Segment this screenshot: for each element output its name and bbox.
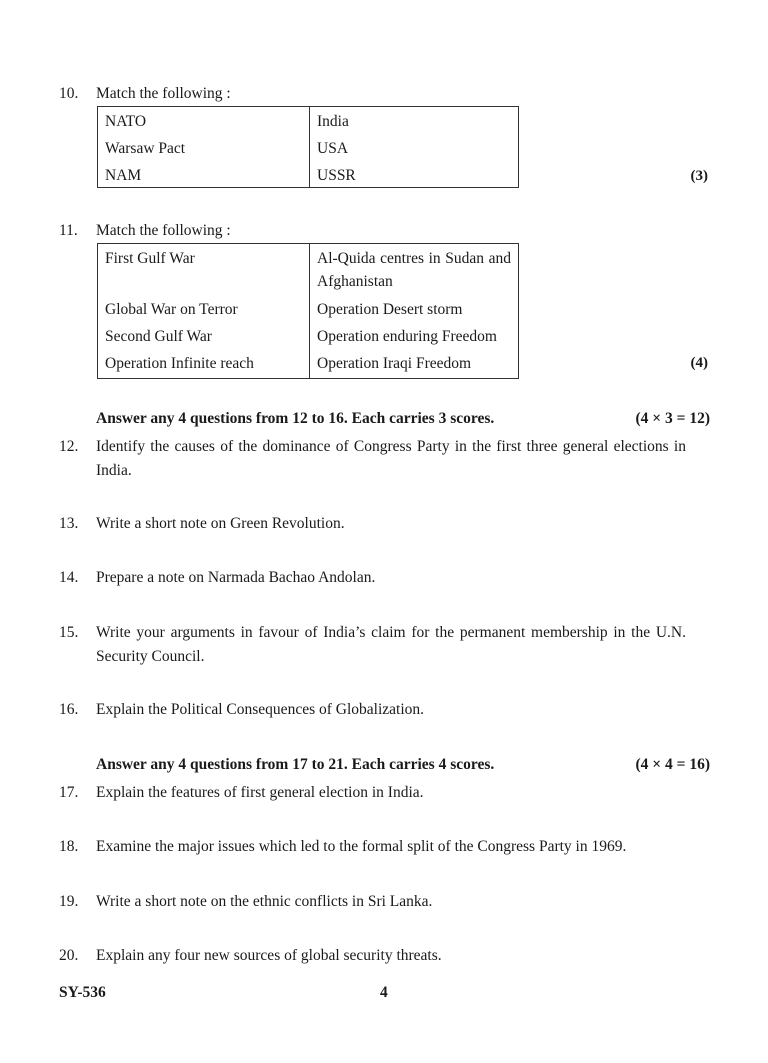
- question-text: Write your arguments in favour of India’s claim for the permanent membership in the U.N. Security Council.: [96, 624, 686, 665]
- match-table-11: [97, 243, 519, 379]
- question-number: 18.: [59, 838, 79, 855]
- question-text: Match the following :: [96, 85, 231, 102]
- question-number: 19.: [59, 893, 79, 910]
- question-text: Prepare a note on Narmada Bachao Andolan.: [96, 569, 376, 586]
- table-row: [98, 161, 519, 188]
- question-number: 16.: [59, 701, 79, 718]
- question-text: Explain the features of first general election in India.: [96, 784, 424, 801]
- question-number: 10.: [59, 85, 79, 102]
- table-row: [98, 244, 519, 294]
- question-text: Examine the major issues which led to the formal split of the Congress Party in 1969.: [96, 838, 627, 855]
- table-cell-right: Al-Quida centres in Sudan and Afghanistan: [317, 250, 511, 290]
- question-number: 12.: [59, 438, 79, 455]
- question-number: 13.: [59, 515, 79, 532]
- question-number: 17.: [59, 784, 79, 801]
- table-cell-left: NAM: [98, 161, 310, 188]
- table-cell-right: India: [317, 113, 349, 130]
- section-scores: (4 × 4 = 16): [635, 756, 710, 773]
- table-row: [98, 348, 519, 379]
- instruction-text: Answer any 4 questions from 17 to 21. Each carries 4 scores.: [96, 756, 495, 773]
- section-scores: (4 × 3 = 12): [635, 410, 710, 427]
- question-text: Match the following :: [96, 222, 231, 239]
- table-cell-left: Operation Infinite reach: [98, 348, 310, 379]
- instruction-text: Answer any 4 questions from 12 to 16. Each carries 3 scores.: [96, 410, 495, 427]
- marks-label: (4): [690, 355, 708, 371]
- question-number: 14.: [59, 569, 79, 586]
- question-number: 15.: [59, 624, 79, 641]
- match-table-10: [97, 106, 519, 188]
- table-cell-left: Warsaw Pact: [98, 134, 310, 161]
- table-cell-left: Second Gulf War: [98, 321, 310, 348]
- question-text: Explain any four new sources of global security threats.: [96, 947, 442, 964]
- section-instruction-a: [96, 407, 710, 431]
- section-instruction-b: [96, 753, 710, 777]
- table-cell-right: Operation Desert storm: [317, 301, 463, 318]
- table-cell-right: Operation enduring Freedom: [317, 328, 497, 345]
- question-text: Identify the causes of the dominance of Congress Party in the first three general elections in India.: [96, 438, 686, 479]
- table-row: [98, 293, 519, 321]
- table-row: [98, 321, 519, 348]
- question-text: Write a short note on the ethnic conflicts in Sri Lanka.: [96, 893, 433, 910]
- table-cell-right: USSR: [317, 166, 356, 184]
- question-number: 20.: [59, 947, 79, 964]
- paper-code: SY-536: [59, 984, 106, 1001]
- table-cell-left: First Gulf War: [98, 244, 310, 294]
- question-number: 11.: [59, 222, 78, 239]
- page-number: 4: [380, 984, 388, 1001]
- marks-label: (3): [690, 168, 708, 184]
- table-row: [98, 134, 519, 161]
- table-cell-left: Global War on Terror: [98, 293, 310, 321]
- table-cell-right: Operation Iraqi Freedom: [317, 355, 472, 372]
- table-row: [98, 107, 519, 134]
- question-text: Explain the Political Consequences of Globalization.: [96, 701, 425, 718]
- question-text: Write a short note on Green Revolution.: [96, 515, 345, 532]
- table-cell-left: NATO: [98, 107, 310, 134]
- table-cell-right: USA: [317, 139, 349, 157]
